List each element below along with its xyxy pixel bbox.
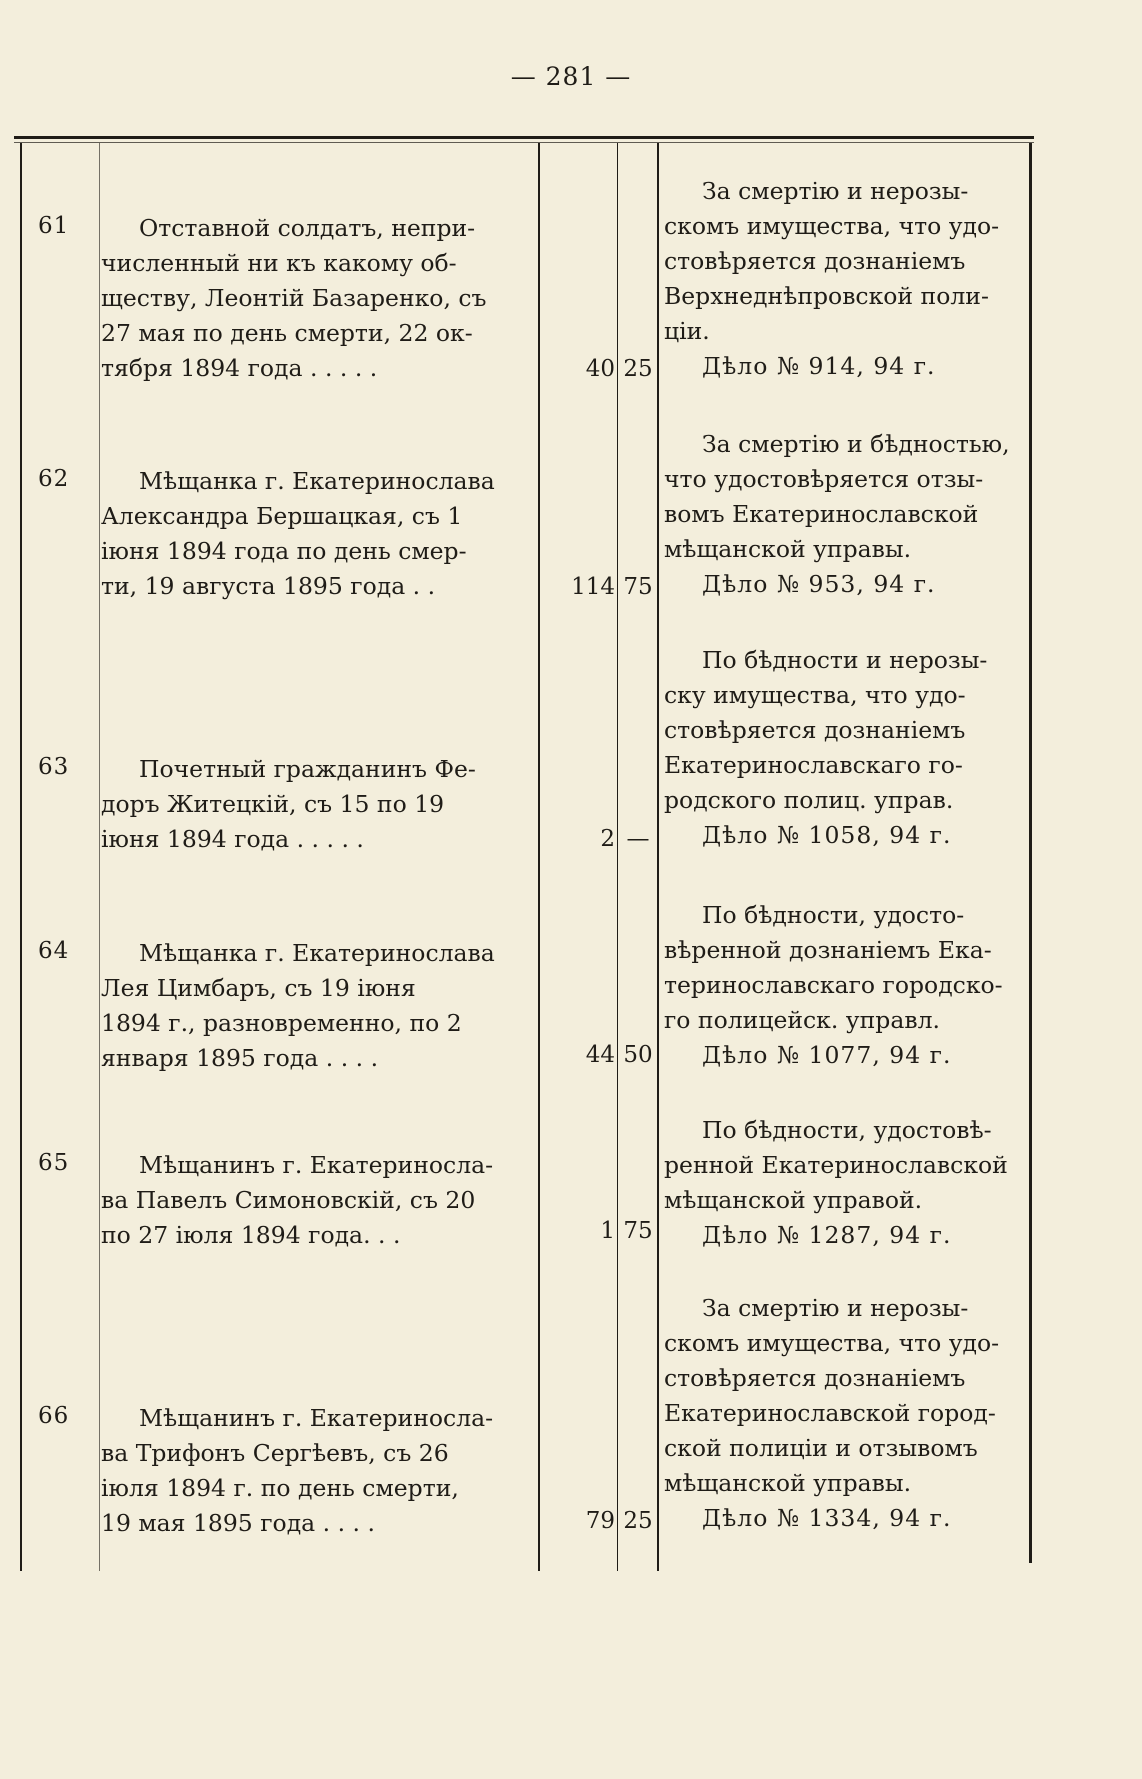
description-line: Почетный гражданинъ Фе-	[139, 755, 476, 783]
description-line: ществу, Леонтій Базаренко, съ	[101, 284, 487, 312]
reason-line: вѣренной дознаніемъ Ека-	[664, 936, 992, 964]
case-reference: Дѣло № 1058, 94 г.	[702, 821, 952, 849]
reason-line: стовѣряется дознаніемъ	[664, 1364, 966, 1392]
entry-number: 66	[38, 1403, 70, 1429]
entry-number: 64	[38, 938, 70, 964]
entry-number: 62	[38, 466, 70, 492]
reason-line: За смертію и нерозы-	[702, 1294, 969, 1322]
column-rule-left	[20, 143, 22, 1571]
entry-reason	[664, 1291, 1028, 1536]
amount-kopecks: 75	[623, 574, 653, 600]
description-line: 27 мая по день смерти, 22 ок-	[101, 319, 473, 347]
column-rule-right	[1029, 143, 1032, 1563]
description-line: по 27 іюля 1894 года. . .	[101, 1221, 401, 1249]
reason-line: ску имущества, что удо-	[664, 681, 966, 709]
amount-rubles: 114	[571, 574, 615, 600]
entry-description	[101, 752, 535, 857]
description-line: Мѣщанинъ г. Екатериносла-	[139, 1151, 494, 1179]
amount-kopecks: 25	[623, 356, 653, 382]
description-line: численный ни къ какому об-	[101, 249, 457, 277]
case-reference: Дѣло № 1077, 94 г.	[702, 1041, 952, 1069]
entry-description	[101, 1401, 535, 1541]
entry-number: 61	[38, 213, 70, 239]
reason-line: го полицейск. управл.	[664, 1006, 940, 1034]
description-line: января 1895 года . . . .	[101, 1044, 379, 1072]
case-reference: Дѣло № 1334, 94 г.	[702, 1504, 952, 1532]
table-top-rule-thin	[14, 142, 1034, 143]
entry-reason	[664, 1113, 1028, 1253]
entry-description	[101, 936, 535, 1076]
amount-kopecks: 25	[623, 1508, 653, 1534]
reason-line: Верхнеднѣпровской поли-	[664, 282, 989, 310]
column-rule-kopecks	[657, 143, 659, 1571]
description-line: іюля 1894 г. по день смерти,	[101, 1474, 459, 1502]
amount-kopecks: 75	[623, 1218, 653, 1244]
column-rule-number	[99, 143, 100, 1571]
entry-reason	[664, 898, 1028, 1073]
entry-reason	[664, 643, 1028, 853]
description-line: ва Трифонъ Сергѣевъ, съ 26	[101, 1439, 449, 1467]
reason-line: Екатеринославскаго го-	[664, 751, 963, 779]
reason-line: теринославскаго городско-	[664, 971, 1003, 999]
amount-rubles: 2	[600, 826, 615, 852]
description-line: Мѣщанка г. Екатеринослава	[139, 939, 495, 967]
description-line: 1894 г., разновременно, по 2	[101, 1009, 462, 1037]
reason-line: вомъ Екатеринославской	[664, 500, 979, 528]
description-line: ва Павелъ Симоновскій, съ 20	[101, 1186, 476, 1214]
reason-line: ціи.	[664, 317, 710, 345]
entry-number: 63	[38, 754, 70, 780]
page-number: — 281 —	[510, 62, 632, 91]
reason-line: мѣщанской управой.	[664, 1186, 923, 1214]
description-line: іюня 1894 года . . . . .	[101, 825, 364, 853]
reason-line: По бѣдности, удосто-	[702, 901, 965, 929]
reason-line: мѣщанской управы.	[664, 1469, 912, 1497]
reason-line: За смертію и нерозы-	[702, 177, 969, 205]
description-line: Александра Бершацкая, съ 1	[101, 502, 463, 530]
reason-line: стовѣряется дознаніемъ	[664, 716, 966, 744]
description-line: Лея Цимбаръ, съ 19 іюня	[101, 974, 416, 1002]
case-reference: Дѣло № 914, 94 г.	[702, 352, 936, 380]
entry-reason	[664, 427, 1028, 602]
description-line: Мѣщанка г. Екатеринослава	[139, 467, 495, 495]
reason-line: ской полиціи и отзывомъ	[664, 1434, 978, 1462]
case-reference: Дѣло № 1287, 94 г.	[702, 1221, 952, 1249]
amount-rubles: 1	[600, 1218, 615, 1244]
amount-kopecks: 50	[623, 1042, 653, 1068]
description-line: іюня 1894 года по день смер-	[101, 537, 467, 565]
reason-line: скомъ имущества, что удо-	[664, 212, 1000, 240]
reason-line: По бѣдности и нерозы-	[702, 646, 988, 674]
column-rule-rubles	[617, 143, 618, 1571]
reason-line: ренной Екатеринославской	[664, 1151, 1008, 1179]
reason-line: стовѣряется дознаніемъ	[664, 247, 966, 275]
entry-description	[101, 464, 535, 604]
entry-reason	[664, 174, 1028, 384]
description-line: доръ Житецкій, съ 15 по 19	[101, 790, 445, 818]
amount-kopecks: —	[626, 826, 650, 852]
description-line: 19 мая 1895 года . . . .	[101, 1509, 375, 1537]
reason-line: По бѣдности, удостовѣ-	[702, 1116, 992, 1144]
amount-rubles: 44	[585, 1042, 615, 1068]
description-line: ти, 19 августа 1895 года . .	[101, 572, 436, 600]
entry-description	[101, 211, 535, 386]
case-reference: Дѣло № 953, 94 г.	[702, 570, 936, 598]
description-line: Мѣщанинъ г. Екатериносла-	[139, 1404, 494, 1432]
reason-line: родского полиц. управ.	[664, 786, 954, 814]
entry-description	[101, 1148, 535, 1253]
amount-rubles: 79	[585, 1508, 615, 1534]
reason-line: что удостовѣряется отзы-	[664, 465, 984, 493]
table-top-rule	[14, 136, 1034, 139]
entry-number: 65	[38, 1150, 70, 1176]
reason-line: скомъ имущества, что удо-	[664, 1329, 1000, 1357]
reason-line: мѣщанской управы.	[664, 535, 912, 563]
amount-rubles: 40	[585, 356, 615, 382]
description-line: тября 1894 года . . . . .	[101, 354, 378, 382]
reason-line: За смертію и бѣдностью,	[702, 430, 1010, 458]
reason-line: Екатеринославской город-	[664, 1399, 996, 1427]
description-line: Отставной солдатъ, непри-	[139, 214, 476, 242]
